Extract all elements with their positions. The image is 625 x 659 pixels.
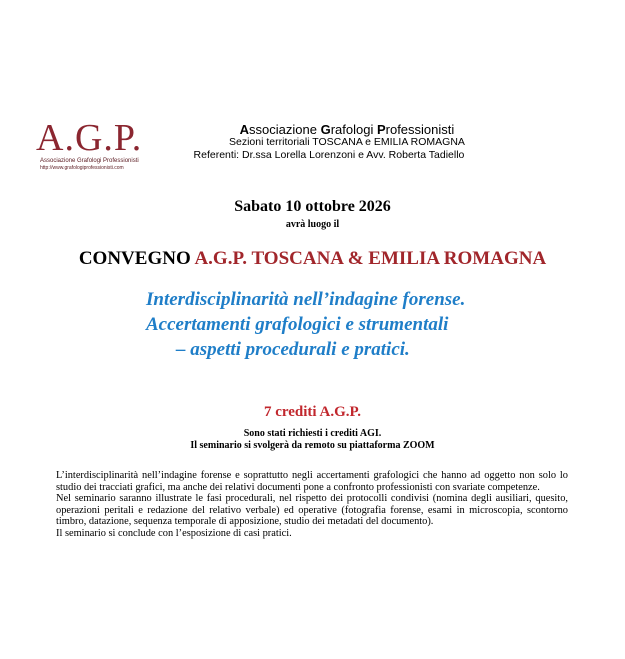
description-paragraph: Nel seminario saranno illustrate le fasi procedurali, nel rispetto dei protocolli condivisi (nomina degli ausiliari, quesito, operazioni peritali e redazione del relativo verbale) ed operative (fotografia forense, esami in microscopia, scontorno timbro, datazione, sequenza temporale di apposizione, studio dei metadati del documento). (56, 493, 568, 527)
convegno-highlight: A.G.P. TOSCANA & EMILIA ROMAGNA (194, 248, 547, 269)
event-date: Sabato 10 ottobre 2026 (234, 198, 391, 215)
referents-line: Referenti: Dr.ssa Lorella Lorenzoni e Avv. Roberta Tadiello (193, 149, 465, 161)
agi-credits-note: Sono stati richiesti i crediti AGI. (243, 428, 382, 439)
logo-mark: A.G.P. (36, 117, 143, 159)
convegno-title (0, 248, 625, 270)
logo-subtitle: Associazione Grafologi Professionisti (40, 158, 139, 164)
logo-url: http://www.grafologiprofessionisti.com (40, 165, 124, 171)
description-paragraph: L’interdisciplinarità nell’indagine forense e soprattutto negli accertamenti grafologici che hanno ad oggetto non solo lo studio dei tracciati grafici, ma anche dei relativi documenti pone a confronto professionisti con svariate competenze. (56, 470, 568, 493)
event-notes (0, 428, 625, 452)
subject-line: – aspetti procedurali e pratici. (176, 339, 410, 360)
will-take-place: avrà luogo il (285, 219, 340, 230)
credits-line: 7 crediti A.G.P. (263, 404, 362, 420)
description-paragraph: Il seminario si conclude con l’esposizione di casi pratici. (56, 527, 292, 539)
letterhead (193, 122, 465, 162)
seminar-subject (146, 287, 465, 362)
zoom-note: Il seminario si svolgerà da remoto su piattaforma ZOOM (190, 440, 435, 451)
subject-line: Interdisciplinarità nell’indagine forense. (146, 289, 466, 310)
organization-name: Associazione Grafologi Professionisti (239, 122, 455, 137)
agp-logo (36, 118, 156, 174)
sections-line: Sezioni territoriali TOSCANA e EMILIA ROMAGNA (229, 136, 465, 148)
description (56, 470, 568, 539)
subject-line: Accertamenti grafologici e strumentali (146, 314, 449, 335)
convegno-prefix: CONVEGNO (78, 248, 195, 269)
